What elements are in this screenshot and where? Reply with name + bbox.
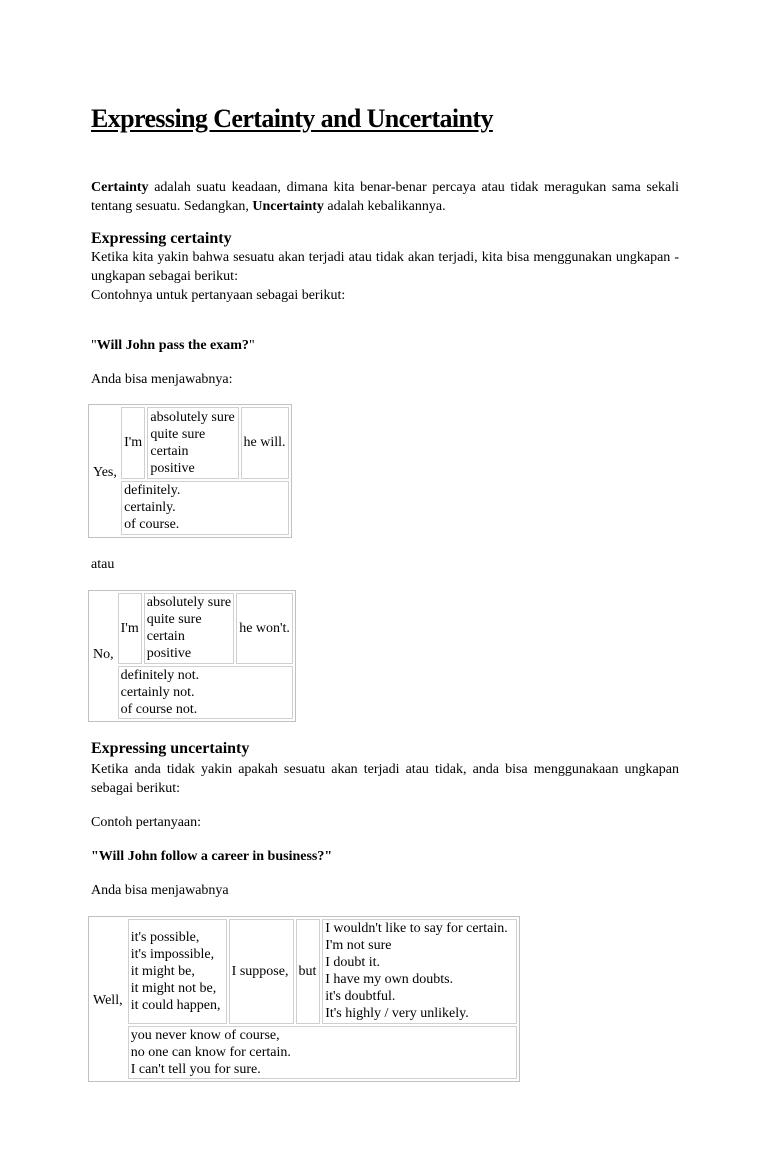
no-alt-of-course-not: of course not. <box>120 701 198 717</box>
no-end: he won't. <box>236 593 293 664</box>
uncertainty-table <box>88 916 520 1082</box>
certainty-answer-intro: Anda bisa menjawabnya: <box>91 372 233 387</box>
certainty-yes-table <box>88 404 292 538</box>
yes-lead: Yes, <box>93 465 117 480</box>
ending-doubt-it: I doubt it. <box>325 955 381 971</box>
yes-alternatives <box>121 481 289 535</box>
quote-open: " <box>91 338 97 353</box>
uncertainty-term: Uncertainty <box>252 199 324 214</box>
ending-not-sure: I'm not sure <box>325 938 392 954</box>
uncertainty-question: "Will John follow a career in business?" <box>91 849 333 864</box>
certainty-term: Certainty <box>91 180 149 195</box>
but-word: but <box>296 919 321 1024</box>
option-its-possible: it's possible, <box>130 929 200 945</box>
yes-end: he will. <box>241 407 289 479</box>
no-options <box>144 593 234 664</box>
uncertainty-options <box>128 919 227 1024</box>
uncertainty-endings <box>322 919 517 1024</box>
yes-alt-definitely: definitely. <box>124 483 181 499</box>
certainty-example-intro: Contohnya untuk pertanyaan sebagai berikut: <box>91 288 346 303</box>
quote-close: " <box>248 338 255 353</box>
or-text: atau <box>91 557 115 572</box>
yes-im: I'm <box>121 407 145 479</box>
intro-paragraph <box>91 178 679 216</box>
no-option-certain: certain <box>146 629 185 645</box>
no-lead: No, <box>93 647 114 662</box>
option-its-impossible: it's impossible, <box>130 946 215 962</box>
yes-option-positive: positive <box>150 460 195 476</box>
no-im: I'm <box>118 593 142 664</box>
document-title: Expressing Certainty and Uncertainty <box>91 104 493 133</box>
uncertainty-example-label: Contoh pertanyaan: <box>91 815 202 830</box>
ending-doubtful: it's doubtful. <box>325 989 396 1005</box>
certainty-question <box>91 336 255 355</box>
uncertainty-heading: Expressing uncertainty <box>91 740 250 757</box>
yes-option-certain: certain <box>150 443 189 459</box>
intro-text-2: adalah kebalikannya. <box>323 199 446 214</box>
ending-highly-unlikely: It's highly / very unlikely. <box>325 1006 469 1022</box>
no-alt-certainly-not: certainly not. <box>120 684 195 700</box>
uncertainty-answer-intro: Anda bisa menjawabnya <box>91 883 229 898</box>
no-option-absolutely-sure: absolutely sure <box>146 595 232 611</box>
option-it-could-happen: it could happen, <box>130 997 221 1013</box>
no-option-positive: positive <box>146 646 192 662</box>
uncertainty-paragraph: Ketika anda tidak yakin apakah sesuatu akan terjadi atau tidak, anda bisa menggunakaan ungkapan sebagai berikut: <box>91 762 679 796</box>
no-alt-definitely-not: definitely not. <box>120 667 200 683</box>
yes-alt-certainly: certainly. <box>124 500 176 516</box>
certainty-heading: Expressing certainty <box>91 230 232 247</box>
yes-option-quite-sure: quite sure <box>150 426 206 442</box>
no-alternatives <box>118 666 293 719</box>
well-lead: Well, <box>93 993 123 1008</box>
certainty-no-table <box>88 590 296 722</box>
alt-never-know: you never know of course, <box>130 1027 280 1043</box>
yes-options <box>147 407 238 479</box>
option-it-might-not-be: it might not be, <box>130 980 217 996</box>
intro-text-1: adalah suatu keadaan, dimana kita benar-benar percaya atau tidak meragukan sama sekali tentang sesuatu. Sedangkan, <box>91 180 679 214</box>
alt-no-one-can-know: no one can know for certain. <box>130 1044 291 1060</box>
i-suppose: I suppose, <box>229 919 294 1024</box>
ending-own-doubts: I have my own doubts. <box>325 972 454 988</box>
uncertainty-alternatives <box>128 1026 517 1079</box>
ending-wouldnt-like: I wouldn't like to say for certain. <box>325 921 508 937</box>
certainty-paragraph: Ketika kita yakin bahwa sesuatu akan terjadi atau tidak akan terjadi, kita bisa menggunakan ungkapan - ungkapan sebagai berikut: <box>91 250 679 284</box>
alt-cant-tell: I can't tell you for sure. <box>130 1061 261 1077</box>
yes-alt-of-course: of course. <box>124 517 180 533</box>
certainty-question-text: Will John pass the exam? <box>96 338 249 353</box>
no-option-quite-sure: quite sure <box>146 612 202 628</box>
yes-option-absolutely-sure: absolutely sure <box>150 409 235 425</box>
option-it-might-be: it might be, <box>130 963 195 979</box>
